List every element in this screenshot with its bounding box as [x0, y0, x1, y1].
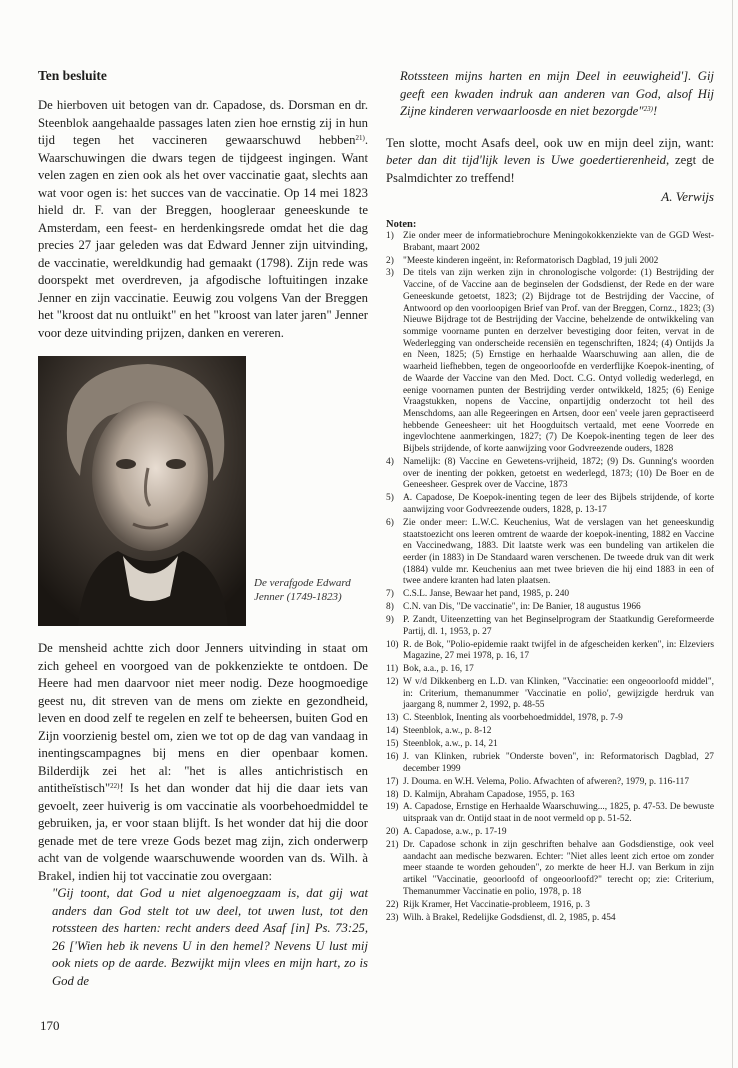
footnote-number: 14) [386, 726, 399, 737]
footnote-number: 3) [386, 268, 394, 279]
footnote-ref-22[interactable]: 22) [110, 782, 120, 790]
footnote-number: 21) [386, 839, 399, 850]
footnote-ref-23[interactable]: 23) [643, 105, 653, 113]
footnote-item [386, 268, 714, 455]
footnote-item [386, 840, 714, 899]
footnote-item [386, 640, 714, 663]
footnote-text: Zie onder meer de informatiebrochure Meningokokkenziekte van de GGD West-Brabant, maart 2002 [403, 231, 714, 253]
footnote-number: 6) [386, 517, 394, 528]
footnote-text: Steenblok, a.w., p. 8-12 [403, 726, 492, 737]
portrait-caption: De verafgode Edward Jenner (1749-1823) [254, 577, 351, 603]
footnote-item [386, 518, 714, 588]
footnote-number: 18) [386, 789, 399, 800]
footnote-number: 16) [386, 752, 399, 763]
footnote-text: A. Capadose, a.w., p. 17-19 [403, 827, 507, 838]
footnote-text: W v/d Dikkenberg en L.D. van Klinken, "Vaccinatie: een ongeoorloofd middel", in: Criterium, themanummer 'Vaccinatie en polio', gewijzigde herdruk van jaargang 8, nummer 2, 1992, p. 48-55 [403, 677, 714, 711]
footnote-item [386, 231, 714, 254]
footnotes-list [386, 231, 714, 924]
footnote-number: 19) [386, 802, 399, 813]
footnote-item [386, 827, 714, 839]
footnote-number: 22) [386, 899, 399, 910]
footnote-item [386, 493, 714, 516]
footnote-number: 15) [386, 739, 399, 750]
footnote-text: Namelijk: (8) Vaccine en Gewetens-vrijheid, 1872; (9) Ds. Gunning's woorden over de inenting der pokken, getoetst en wederlegd, 1873; (10) De Boer en de Geneesheer. Gesprek over de Vaccine, 1873 [403, 456, 714, 491]
footnote-text: Steenblok, a.w., p. 14, 21 [403, 739, 498, 750]
paragraph-main [38, 640, 368, 885]
brakel-quote-start: "Gij toont, dat God u niet algenoegzaam is, dat gij wat anders dan God stelt tot uw deel, tot uwen lust, tot den rotssteen des harten: recht anders deed Asaf [in] Ps. 73:25, 26 ['Wien heb ik nevens U in den hemel? Nevens U lust mij ook niets op de aarde. Bezwijkt mijn vlees en mijn hart, zo is God de [52, 886, 368, 988]
closing-paragraph [386, 135, 714, 188]
closing-text: Ten slotte, mocht Asafs deel, ook uw en mijn deel zijn, want: [386, 135, 714, 150]
paragraph-main-text: De mensheid achtte zich door Jenners uitvinding in staat om zich geheel en voorgoed van de pokkenziekte te ontdoen. De Heere had men daarvoor niet meer nodig. Deze hoogmoedige geest nu, dit streven van de mens om ziekte en gezondheid, leven en dood zelf te regelen en zelf te beheersen, buiten God en Zijn voorzienig bestel om, zien we tot op de dag van vandaag in inentingscampagnes bij mens en dier openbaar komen. Bilderdijk zei het al: "het is alles antichristisch en antitheïstisch" [38, 641, 368, 795]
footnote-item [386, 713, 714, 725]
footnote-item [386, 457, 714, 492]
quote-end-mark: ! [652, 104, 658, 118]
paragraph-intro [38, 97, 368, 342]
footnote-item [386, 790, 714, 802]
page-edge-divider [732, 0, 733, 1068]
footnote-text: C.N. van Dis, "De vaccinatie", in: De Banier, 18 augustus 1966 [403, 602, 641, 613]
footnote-text: Dr. Capadose schonk in zijn geschriften behalve aan Godsdienstige, ook veel aandacht aan medische bezwaren. Echter: "Niet alles leent zich ertoe om zonder meer staande te worden gehouden", zo merkte de heer H.J. van Berkum in zijn artikel "Vaccinatie, geoorloofd of ongeoorloofd?" terecht op; zie: Criterium, Themanummer Vaccinatie en polio, 1978, p. 18 [403, 839, 714, 897]
left-column [38, 68, 368, 990]
footnote-number: 20) [386, 827, 399, 838]
footnote-text: A. Capadose, De Koepok-inenting tegen de leer des Bijbels strijdende, of korte aanwijzing voor Godvreezende ouders, 1828, p. 13-17 [403, 493, 714, 515]
footnote-item [386, 677, 714, 712]
footnote-number: 10) [386, 639, 399, 650]
footnote-number: 1) [386, 231, 394, 241]
brakel-quote-end [386, 68, 714, 121]
footnote-number: 9) [386, 615, 394, 625]
footnote-ref-21[interactable]: 21) [355, 134, 365, 142]
portrait-figure [38, 356, 368, 626]
footnote-text: J. van Klinken, rubriek "Onderste boven", in: Reformatorisch Dagblad, 27 december 1999 [403, 752, 714, 774]
footnote-item [386, 752, 714, 775]
footnote-item [386, 602, 714, 614]
footnote-item [386, 913, 714, 925]
footnote-item [386, 664, 714, 676]
footnote-text: De titels van zijn werken zijn in chronologische volgorde: (1) Bestrijding der Vaccine, of de Vaccine aan de beginselen der Godsdienst, der Rede en der ware Geneeskunde getoetst, 1823; (2) Bijdrage tot de Bestrijding der Vaccine, of Antwoord op den voorloopigen Brief van Prof. van der Breggen, Cornz., 1823; (3) Nieuwe Bijdrage tot de Bestrijding der Vaccine, behelzende de ontwikkeling van sommige voorname punten en derzelver bevestiging door feiten, vervat in de Wederlegging van onderscheide recensiën en tegenschriften, 1824; (4) Ontijds Ja en Neen, 1825; (5) Ernstige en herhaalde Waarschuwing aan allen, die de waarheid liefhebben, tegen de ongeoorloofde en verderflijke Koepok-inenting, of de Waarde der Vaccine van den Med. Doct. C.G. Ontyd volledig wederlegd, en eenige voornamen punten der Bestrijding verder ontwikkeld, 1825; (6) Eenige Vraagstukken, nopens de Vaccine, onpartijdig onderzocht tot heil des Menschdoms, aan alle Regeeringen en Artsen, door een' veele jaren gepractiseerd hebbende Geneesheer: uit het Hoogduitsch vertaald, met eene Voorrede en ingevlochtene aanmerkingen, 1827; (7) De Koepok-inenting tegen de leer des Bijbels strijdende, of korte aanwijzing voor Godvreezende ouders, 1828 [403, 268, 714, 455]
paragraph-main-text-cont: ! Is het dan wonder dat hij die daar iets van gevoelt, zeer huiverig is om vaccinatie als voorbehoedmiddel te gebruiken, ja, er voor staan blijft. Is het wonder dat hij die door genade met de tere vreze Gods bezet mag zijn, zich onderwerp acht van de volgende waarschuwende woorden van ds. Wilh. à Brakel, indien hij tot vaccinatie zou overgaan: [38, 781, 368, 883]
footnote-number: 5) [386, 493, 394, 504]
footnote-text: Rijk Kramer, Het Vaccinatie-probleem, 1916, p. 3 [403, 899, 590, 910]
footnote-item [386, 900, 714, 912]
section-heading: Ten besluite [38, 68, 107, 83]
footnote-text: A. Capadose, Ernstige en Herhaalde Waarschuwing..., 1825, p. 47-53. De bewuste uitspraak van dr. Ontijd staat in de noot vermeld op p. 51-52. [403, 802, 714, 825]
footnote-number: 11) [386, 664, 399, 675]
footnote-number: 7) [386, 589, 394, 600]
quote-end-text: Rotssteen mijns harten en mijn Deel in eeuwigheid']. Gij geeft een kwaden indruk aan anderen van God, alsof Hij Zijne kinderen verwaarloosde en niet bezorgde" [400, 69, 714, 118]
footnote-text: C.S.L. Janse, Bewaar het pand, 1985, p. 240 [403, 589, 570, 600]
footnote-text: J. Douma. en W.H. Velema, Polio. Afwachten of afweren?, 1979, p. 116-117 [403, 776, 690, 787]
paragraph-intro-text: De hierboven uit betogen van dr. Capadose, ds. Dorsman en dr. Steenblok aangehaalde passages laten zien hoe ernstig zij in hun tijd tegen het vaccineren gewaarschuwd hebben [38, 98, 368, 147]
footnote-item [386, 726, 714, 738]
author-signature: A. Verwijs [661, 189, 714, 204]
right-column [386, 68, 714, 925]
closing-psalm-quote: beter dan dit tijd'lijk leven is Uwe goedertierenheid [386, 153, 667, 167]
paragraph-intro-text-cont: . Waarschuwingen die dwars tegen de tijdgeest ingingen. Want velen zagen en zien ook als het over vaccinatie gaat, slechts aan wat voor ogen is: het succes van de vaccinatie. Op 14 mei 1823 hield dr. F. van der Breggen, hoogleraar geneeskunde te Amsterdam, een feest- en herdenkingsrede omdat het die dag precies 27 jaar geleden was dat Edward Jenner zijn uitvinding, de vaccinatie, wereldkundig had gemaakt (1798). Zijn rede was doorspekt met overdreven, ja afgodische loftuitingen inzake Jenner en zijn vaccinatie. Eeuwig zou volgens Van der Breggen het "kroost dat nu ontluikt" en het "kroost van later jaren" Jenner voor deze uitvinding prijzen, danken en vereren. [38, 133, 368, 340]
footnote-item [386, 615, 714, 638]
footnote-text: R. de Bok, "Polio-epidemie raakt twijfel in de afgescheiden kerken", in: Elzeviers Magazine, 27 mei 1978, p. 16, 17 [403, 639, 714, 662]
footnote-item [386, 802, 714, 825]
notes-heading: Noten: [386, 219, 417, 230]
footnote-text: Zie onder meer: L.W.C. Keuchenius, Wat de verslagen van het geneeskundig staatstoezicht ons leeren omtrent de waarde der koepok-inenting, 1882 en Vaccine en Vaccinedwang, 1883. Dit laatste werk was een bundeling van artikelen die eerder (in 1883) in De Standaard waren verschenen. De tweede druk van dit werk (1884) vulde mr. Keuchenius aan met twee brieven die hij eind 1883 in een of twee andere kranten had laten plaatsen. [403, 517, 714, 587]
footnote-text: D. Kalmijn, Abraham Capadose, 1955, p. 163 [403, 789, 575, 800]
closing-text-end: , zegt de Psalmdichter zo treffend! [386, 153, 715, 185]
footnote-item [386, 256, 714, 268]
footnote-number: 2) [386, 255, 394, 266]
footnote-item [386, 777, 714, 789]
footnote-number: 12) [386, 677, 399, 688]
footnote-number: 4) [386, 456, 394, 467]
footnote-text: Wilh. à Brakel, Redelijke Godsdienst, dl. 2, 1985, p. 454 [403, 912, 616, 923]
footnote-number: 13) [386, 713, 399, 724]
footnote-text: C. Steenblok, Inenting als voorbehoedmiddel, 1978, p. 7-9 [403, 713, 623, 724]
footnote-number: 17) [386, 776, 399, 787]
page-number: 170 [40, 1018, 60, 1033]
footnote-item [386, 589, 714, 601]
footnote-text: P. Zandt, Uiteenzetting van het Beginselprogram der Staatkundig Gereformeerde Partij, dl. 1, 1953, p. 27 [403, 615, 714, 637]
footnote-text: Bok, a.a., p. 16, 17 [403, 664, 474, 675]
jenner-portrait-image [38, 356, 246, 626]
footnote-number: 23) [386, 912, 399, 923]
footnote-number: 8) [386, 602, 394, 613]
footnote-text: "Meeste kinderen ingeënt, in: Reformatorisch Dagblad, 19 juli 2002 [403, 255, 659, 266]
footnote-item [386, 739, 714, 751]
